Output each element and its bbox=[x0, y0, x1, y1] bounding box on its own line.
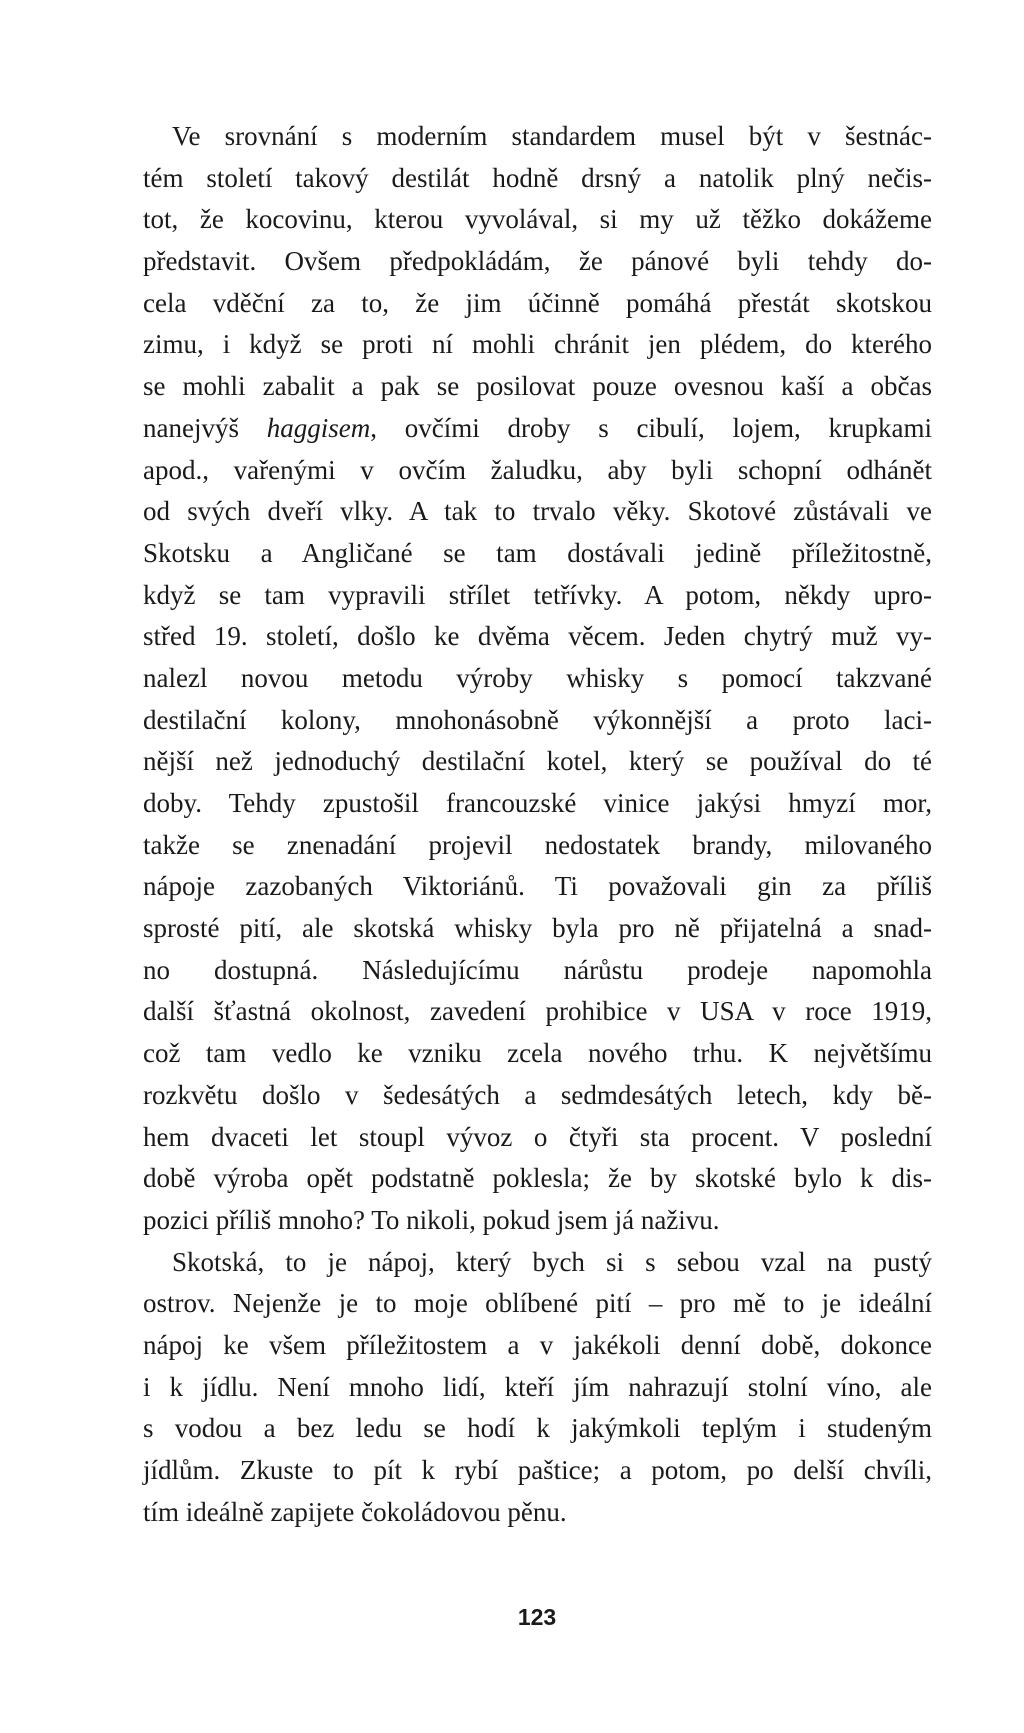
text-line: nápoj ke všem příležitostem a v jakékoli denní době, dokonce bbox=[143, 1329, 932, 1360]
text-line: apod., vařenými v ovčím žaludku, aby byli schopní odhánět bbox=[143, 454, 932, 485]
text-run: , ovčími droby s cibulí, lojem, krupkami bbox=[370, 412, 932, 443]
text-line: s vodou a bez ledu se hodí k jakýmkoli teplým i studeným bbox=[143, 1413, 932, 1444]
text-line: tot, že kocovinu, kterou vyvolával, si my už těžko dokážeme bbox=[143, 204, 932, 235]
text-line: tím ideálně zapijete čokoládovou pěnu. bbox=[143, 1496, 567, 1527]
text-line: rozkvětu došlo v šedesátých a sedmdesátých letech, kdy bě- bbox=[143, 1079, 932, 1110]
text-line: když se tam vypravili střílet tetřívky. A potom, někdy upro- bbox=[143, 579, 932, 610]
text-line: střed 19. století, došlo ke dvěma věcem. Jeden chytrý muž vy- bbox=[143, 621, 932, 652]
text-line: sprosté pití, ale skotská whisky byla pro ně přijatelná a snad- bbox=[143, 913, 932, 944]
text-line: cela vděční za to, že jim účinně pomáhá přestát skotskou bbox=[143, 287, 932, 318]
text-line: se mohli zabalit a pak se posilovat pouze ovesnou kaší a občas bbox=[143, 371, 932, 402]
text-line: zimu, i když se proti ní mohli chránit jen plédem, do kterého bbox=[143, 329, 932, 360]
text-line bbox=[143, 408, 932, 450]
text-line: Skotsku a Angličané se tam dostávali jedině příležitostně, bbox=[143, 537, 932, 568]
text-line: tém století takový destilát hodně drsný a natolik plný nečis- bbox=[143, 162, 932, 193]
text-line: hem dvaceti let stoupl vývoz o čtyři sta procent. V poslední bbox=[143, 1121, 932, 1152]
paragraph bbox=[143, 116, 932, 1242]
text-line: no dostupná. Následujícímu nárůstu prodeje napomohla bbox=[143, 954, 932, 985]
italic-term: haggisem bbox=[266, 412, 371, 443]
text-line: nalezl novou metodu výroby whisky s pomocí takzvané bbox=[143, 662, 932, 693]
text-line: jídlům. Zkuste to pít k rybí paštice; a potom, po delší chvíli, bbox=[143, 1455, 932, 1485]
text-line: destilační kolony, mnohonásobně výkonnější a proto laci- bbox=[143, 704, 932, 735]
text-line: doby. Tehdy zpustošil francouzské vinice jakýsi hmyzí mor, bbox=[143, 788, 932, 818]
body-text bbox=[143, 116, 932, 1533]
text-run: nanejvýš bbox=[143, 412, 267, 443]
text-line: nápoje zazobaných Viktoriánů. Ti považovali gin za příliš bbox=[143, 871, 932, 902]
text-line: nější než jednoduchý destilační kotel, který se používal do té bbox=[143, 746, 932, 777]
text-line: od svých dveří vlky. A tak to trvalo věky. Skotové zůstávali ve bbox=[143, 496, 932, 527]
text-line: ostrov. Nejenže je to moje oblíbené pití – pro mě to je ideální bbox=[143, 1288, 932, 1319]
text-line: Skotská, to je nápoj, který bych si s sebou vzal na pustý bbox=[172, 1246, 932, 1277]
paragraph bbox=[143, 1242, 932, 1534]
text-line: Ve srovnání s moderním standardem musel být v šestnác- bbox=[172, 121, 932, 151]
text-line: době výroba opět podstatně poklesla; že by skotské bylo k dis- bbox=[143, 1163, 932, 1194]
text-line: což tam vedlo ke vzniku zcela nového trhu. K největšímu bbox=[143, 1038, 932, 1069]
page-number: 123 bbox=[517, 1604, 557, 1630]
text-line: představit. Ovšem předpokládám, že pánové byli tehdy do- bbox=[143, 246, 932, 277]
text-line: pozici příliš mnoho? To nikoli, pokud jsem já naživu. bbox=[143, 1204, 720, 1235]
text-line: i k jídlu. Není mnoho lidí, kteří jím nahrazují stolní víno, ale bbox=[143, 1371, 932, 1402]
text-line: další šťastná okolnost, zavedení prohibice v USA v roce 1919, bbox=[143, 996, 932, 1027]
text-line: takže se znenadání projevil nedostatek brandy, milovaného bbox=[143, 829, 932, 860]
